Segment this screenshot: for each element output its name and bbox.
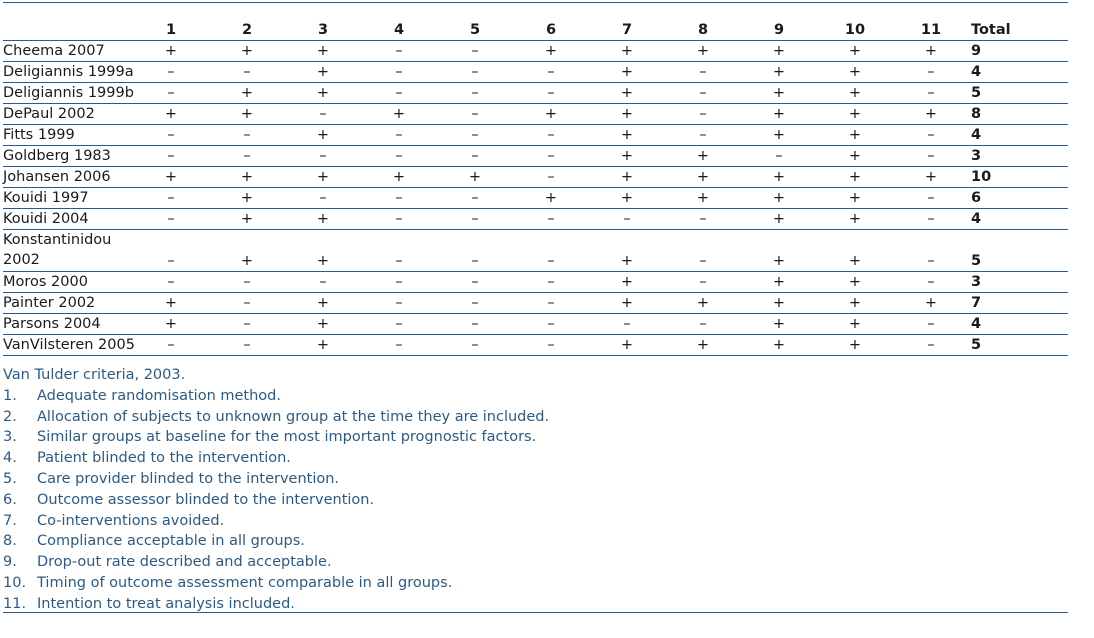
- criterion-note: [3, 573, 1068, 594]
- criterion-mark: +: [924, 43, 938, 59]
- table-row: [3, 293, 1068, 314]
- criterion-mark: –: [395, 127, 403, 143]
- table-row: [3, 335, 1068, 356]
- criterion-mark: –: [167, 64, 175, 80]
- total-score: 6: [971, 190, 982, 206]
- criterion-mark: –: [395, 316, 403, 332]
- criterion-text: Care provider blinded to the intervention.: [37, 470, 340, 487]
- total-score: 3: [971, 148, 982, 164]
- criterion-mark: –: [927, 190, 935, 206]
- criterion-mark: +: [924, 169, 938, 185]
- table-row: [3, 188, 1068, 209]
- criterion-mark: –: [927, 316, 935, 332]
- criterion-mark: +: [316, 316, 330, 332]
- criterion-mark: –: [319, 274, 327, 290]
- criterion-mark: +: [240, 211, 254, 227]
- notes-heading: Van Tulder criteria, 2003.: [3, 367, 186, 383]
- criterion-mark: –: [395, 85, 403, 101]
- criterion-number: 11.: [3, 595, 27, 612]
- criterion-mark: –: [167, 148, 175, 164]
- criterion-header: 4: [393, 22, 405, 38]
- criterion-mark: –: [243, 148, 251, 164]
- total-score: 9: [971, 43, 982, 59]
- criterion-mark: –: [395, 190, 403, 206]
- criterion-mark: +: [848, 169, 862, 185]
- criterion-mark: +: [620, 64, 634, 80]
- criterion-mark: +: [620, 274, 634, 290]
- study-name: Moros 2000: [3, 274, 88, 290]
- total-score: 4: [971, 211, 982, 227]
- criterion-mark: +: [696, 43, 710, 59]
- criterion-mark: –: [319, 148, 327, 164]
- criterion-mark: –: [167, 253, 175, 269]
- total-score: 5: [971, 337, 982, 353]
- criterion-mark: +: [620, 190, 634, 206]
- criterion-note: [3, 490, 1068, 511]
- table-row: [3, 314, 1068, 335]
- criterion-mark: –: [547, 85, 555, 101]
- criterion-number: 1.: [3, 387, 17, 404]
- table-row: [3, 125, 1068, 146]
- total-score: 5: [971, 85, 982, 101]
- criterion-text: Adequate randomisation method.: [37, 387, 281, 404]
- criterion-note: [3, 386, 1068, 407]
- criterion-text: Co-interventions avoided.: [37, 512, 225, 529]
- criterion-mark: +: [164, 106, 178, 122]
- quality-table: [3, 20, 1068, 356]
- criterion-mark: –: [167, 85, 175, 101]
- criterion-mark: +: [620, 253, 634, 269]
- criterion-mark: +: [316, 337, 330, 353]
- criterion-mark: +: [620, 337, 634, 353]
- criterion-mark: –: [395, 274, 403, 290]
- criterion-mark: +: [392, 169, 406, 185]
- criteria-list: [3, 386, 1068, 615]
- criterion-mark: –: [395, 337, 403, 353]
- criterion-mark: +: [696, 169, 710, 185]
- criterion-mark: +: [240, 85, 254, 101]
- total-score: 3: [971, 274, 982, 290]
- criterion-mark: –: [547, 148, 555, 164]
- criterion-header: 2: [241, 22, 253, 38]
- table-body: [3, 41, 1068, 356]
- criterion-mark: +: [848, 106, 862, 122]
- criterion-mark: +: [164, 169, 178, 185]
- criterion-mark: +: [316, 295, 330, 311]
- criterion-text: Similar groups at baseline for the most important prognostic factors.: [37, 429, 537, 446]
- criterion-mark: +: [772, 64, 786, 80]
- criterion-mark: –: [927, 274, 935, 290]
- criterion-mark: –: [395, 295, 403, 311]
- criterion-mark: +: [240, 106, 254, 122]
- criterion-note: [3, 407, 1068, 428]
- criterion-mark: –: [471, 253, 479, 269]
- criterion-mark: –: [395, 211, 403, 227]
- criterion-text: Outcome assessor blinded to the intervention.: [37, 491, 375, 508]
- criterion-mark: –: [927, 148, 935, 164]
- criterion-number: 7.: [3, 512, 17, 529]
- study-name: Parsons 2004: [3, 316, 101, 332]
- criterion-mark: +: [848, 316, 862, 332]
- total-score: 4: [971, 316, 982, 332]
- criterion-mark: –: [547, 64, 555, 80]
- criterion-mark: +: [696, 190, 710, 206]
- criterion-mark: –: [471, 106, 479, 122]
- criterion-mark: +: [924, 106, 938, 122]
- criterion-number: 4.: [3, 450, 17, 467]
- criterion-mark: +: [772, 211, 786, 227]
- criterion-mark: +: [620, 106, 634, 122]
- table-row: [3, 83, 1068, 104]
- criterion-header: 8: [697, 22, 709, 38]
- criterion-mark: –: [471, 295, 479, 311]
- criterion-mark: –: [167, 337, 175, 353]
- criterion-mark: +: [240, 43, 254, 59]
- criterion-mark: –: [167, 274, 175, 290]
- table-header-row: [3, 20, 1068, 41]
- criterion-mark: +: [316, 211, 330, 227]
- criterion-mark: +: [164, 295, 178, 311]
- criterion-text: Allocation of subjects to unknown group at the time they are included.: [37, 408, 550, 425]
- criterion-mark: –: [167, 211, 175, 227]
- criterion-mark: –: [243, 64, 251, 80]
- criterion-mark: +: [848, 274, 862, 290]
- criterion-mark: +: [848, 295, 862, 311]
- table-row: [3, 230, 1068, 272]
- criterion-mark: +: [772, 169, 786, 185]
- table-row: [3, 146, 1068, 167]
- criterion-note: [3, 531, 1068, 552]
- criterion-mark: +: [772, 43, 786, 59]
- criterion-mark: –: [471, 85, 479, 101]
- criterion-mark: –: [243, 274, 251, 290]
- criterion-mark: +: [848, 190, 862, 206]
- total-score: 5: [971, 253, 982, 269]
- criterion-mark: –: [547, 316, 555, 332]
- study-name: Fitts 1999: [3, 127, 75, 143]
- criterion-mark: +: [848, 211, 862, 227]
- criterion-mark: –: [699, 64, 707, 80]
- criterion-mark: –: [243, 127, 251, 143]
- criterion-mark: –: [471, 337, 479, 353]
- table-row: [3, 209, 1068, 230]
- criterion-header: 9: [773, 22, 785, 38]
- total-column-header: Total: [971, 22, 1011, 38]
- bottom-rule: [3, 612, 1068, 613]
- criterion-mark: –: [471, 43, 479, 59]
- criterion-mark: –: [319, 190, 327, 206]
- criterion-mark: +: [696, 148, 710, 164]
- top-rule: [3, 2, 1068, 3]
- criterion-text: Patient blinded to the intervention.: [37, 450, 291, 467]
- criterion-mark: –: [395, 43, 403, 59]
- criterion-mark: +: [240, 169, 254, 185]
- criterion-mark: –: [927, 127, 935, 143]
- study-name: Painter 2002: [3, 295, 96, 311]
- criterion-number: 5.: [3, 470, 17, 487]
- criterion-mark: –: [547, 337, 555, 353]
- criterion-mark: +: [164, 43, 178, 59]
- table-row: [3, 41, 1068, 62]
- table-row: [3, 62, 1068, 83]
- criterion-number: 9.: [3, 554, 17, 571]
- criterion-mark: –: [319, 106, 327, 122]
- table-row: [3, 272, 1068, 293]
- criterion-mark: –: [243, 295, 251, 311]
- criterion-mark: –: [471, 316, 479, 332]
- criterion-number: 8.: [3, 533, 17, 550]
- criterion-mark: +: [848, 43, 862, 59]
- total-score: 4: [971, 127, 982, 143]
- criterion-mark: +: [544, 43, 558, 59]
- criterion-note: [3, 448, 1068, 469]
- criterion-mark: +: [772, 316, 786, 332]
- criterion-mark: –: [699, 106, 707, 122]
- criterion-mark: –: [167, 190, 175, 206]
- criterion-note: [3, 511, 1068, 532]
- criterion-mark: +: [468, 169, 482, 185]
- criterion-mark: +: [772, 337, 786, 353]
- criterion-mark: –: [927, 85, 935, 101]
- table-row: [3, 167, 1068, 188]
- criterion-mark: –: [699, 211, 707, 227]
- total-score: 7: [971, 295, 982, 311]
- criterion-mark: +: [620, 148, 634, 164]
- criterion-mark: +: [848, 127, 862, 143]
- criterion-mark: –: [927, 211, 935, 227]
- study-name: DePaul 2002: [3, 106, 95, 122]
- study-name: Johansen 2006: [3, 169, 111, 185]
- criterion-text: Compliance acceptable in all groups.: [37, 533, 305, 550]
- criterion-mark: +: [848, 85, 862, 101]
- criterion-mark: +: [772, 190, 786, 206]
- criterion-mark: –: [547, 295, 555, 311]
- criterion-mark: –: [471, 127, 479, 143]
- criterion-mark: +: [848, 148, 862, 164]
- study-name: Kouidi 2004: [3, 211, 89, 227]
- criterion-mark: –: [927, 253, 935, 269]
- criterion-mark: –: [243, 316, 251, 332]
- criterion-mark: +: [772, 253, 786, 269]
- criterion-note: [3, 469, 1068, 490]
- criterion-mark: +: [848, 64, 862, 80]
- criterion-mark: –: [395, 253, 403, 269]
- criterion-number: 6.: [3, 491, 17, 508]
- criterion-mark: –: [471, 274, 479, 290]
- criterion-mark: –: [927, 337, 935, 353]
- criterion-mark: +: [164, 316, 178, 332]
- criterion-note: [3, 427, 1068, 448]
- criterion-mark: –: [623, 316, 631, 332]
- criterion-text: Timing of outcome assessment comparable in all groups.: [37, 574, 453, 591]
- criterion-mark: +: [240, 253, 254, 269]
- criterion-mark: –: [471, 64, 479, 80]
- criterion-mark: +: [544, 106, 558, 122]
- criterion-mark: –: [471, 211, 479, 227]
- criterion-mark: +: [620, 169, 634, 185]
- criterion-mark: –: [243, 337, 251, 353]
- criterion-header: 5: [469, 22, 481, 38]
- criterion-mark: –: [547, 211, 555, 227]
- criterion-mark: +: [544, 190, 558, 206]
- criterion-mark: +: [240, 190, 254, 206]
- criterion-mark: +: [924, 295, 938, 311]
- criterion-mark: –: [471, 190, 479, 206]
- criterion-mark: +: [316, 64, 330, 80]
- study-name: Konstantinidou 2002: [3, 232, 112, 268]
- criterion-mark: –: [395, 148, 403, 164]
- study-name: Deligiannis 1999b: [3, 85, 134, 101]
- criterion-mark: +: [772, 85, 786, 101]
- study-name: Deligiannis 1999a: [3, 64, 134, 80]
- criterion-mark: +: [316, 127, 330, 143]
- criterion-header: 10: [844, 22, 866, 38]
- total-score: 8: [971, 106, 982, 122]
- criterion-header: 1: [165, 22, 177, 38]
- criterion-note: [3, 552, 1068, 573]
- criterion-mark: –: [547, 169, 555, 185]
- criterion-mark: +: [316, 169, 330, 185]
- criterion-number: 10.: [3, 574, 27, 591]
- criterion-mark: –: [547, 274, 555, 290]
- criterion-mark: +: [620, 85, 634, 101]
- criterion-mark: –: [699, 85, 707, 101]
- criterion-mark: +: [392, 106, 406, 122]
- criterion-mark: –: [699, 316, 707, 332]
- criterion-mark: +: [848, 337, 862, 353]
- criterion-mark: +: [620, 43, 634, 59]
- criterion-mark: +: [772, 127, 786, 143]
- criterion-number: 3.: [3, 429, 17, 446]
- criterion-number: 2.: [3, 408, 17, 425]
- criterion-mark: +: [316, 253, 330, 269]
- criterion-mark: +: [316, 85, 330, 101]
- criterion-mark: –: [927, 64, 935, 80]
- criterion-header: 3: [317, 22, 329, 38]
- total-score: 10: [971, 169, 992, 185]
- criterion-mark: –: [547, 253, 555, 269]
- study-column-header: [3, 20, 133, 41]
- study-name: Cheema 2007: [3, 43, 105, 59]
- criterion-mark: +: [772, 106, 786, 122]
- criterion-mark: –: [699, 127, 707, 143]
- criterion-header: 7: [621, 22, 633, 38]
- criterion-text: Drop-out rate described and acceptable.: [37, 554, 332, 571]
- study-name: VanVilsteren 2005: [3, 337, 135, 353]
- total-score: 4: [971, 64, 982, 80]
- criterion-mark: –: [623, 211, 631, 227]
- table-row: [3, 104, 1068, 125]
- study-name: Kouidi 1997: [3, 190, 89, 206]
- criterion-mark: +: [848, 253, 862, 269]
- criterion-mark: +: [772, 295, 786, 311]
- criterion-mark: –: [395, 64, 403, 80]
- criterion-mark: –: [699, 253, 707, 269]
- criterion-text: Intention to treat analysis included.: [37, 595, 295, 612]
- criterion-mark: +: [696, 337, 710, 353]
- criterion-mark: +: [316, 43, 330, 59]
- criterion-mark: –: [167, 127, 175, 143]
- criterion-mark: –: [775, 148, 783, 164]
- criterion-mark: +: [696, 295, 710, 311]
- criterion-mark: –: [471, 148, 479, 164]
- criterion-header: 11: [920, 22, 942, 38]
- criterion-mark: +: [620, 295, 634, 311]
- criterion-mark: +: [620, 127, 634, 143]
- criterion-mark: +: [772, 274, 786, 290]
- criterion-header: 6: [545, 22, 557, 38]
- criteria-notes: [3, 365, 1068, 615]
- study-name: Goldberg 1983: [3, 148, 111, 164]
- criterion-mark: –: [699, 274, 707, 290]
- criterion-mark: –: [547, 127, 555, 143]
